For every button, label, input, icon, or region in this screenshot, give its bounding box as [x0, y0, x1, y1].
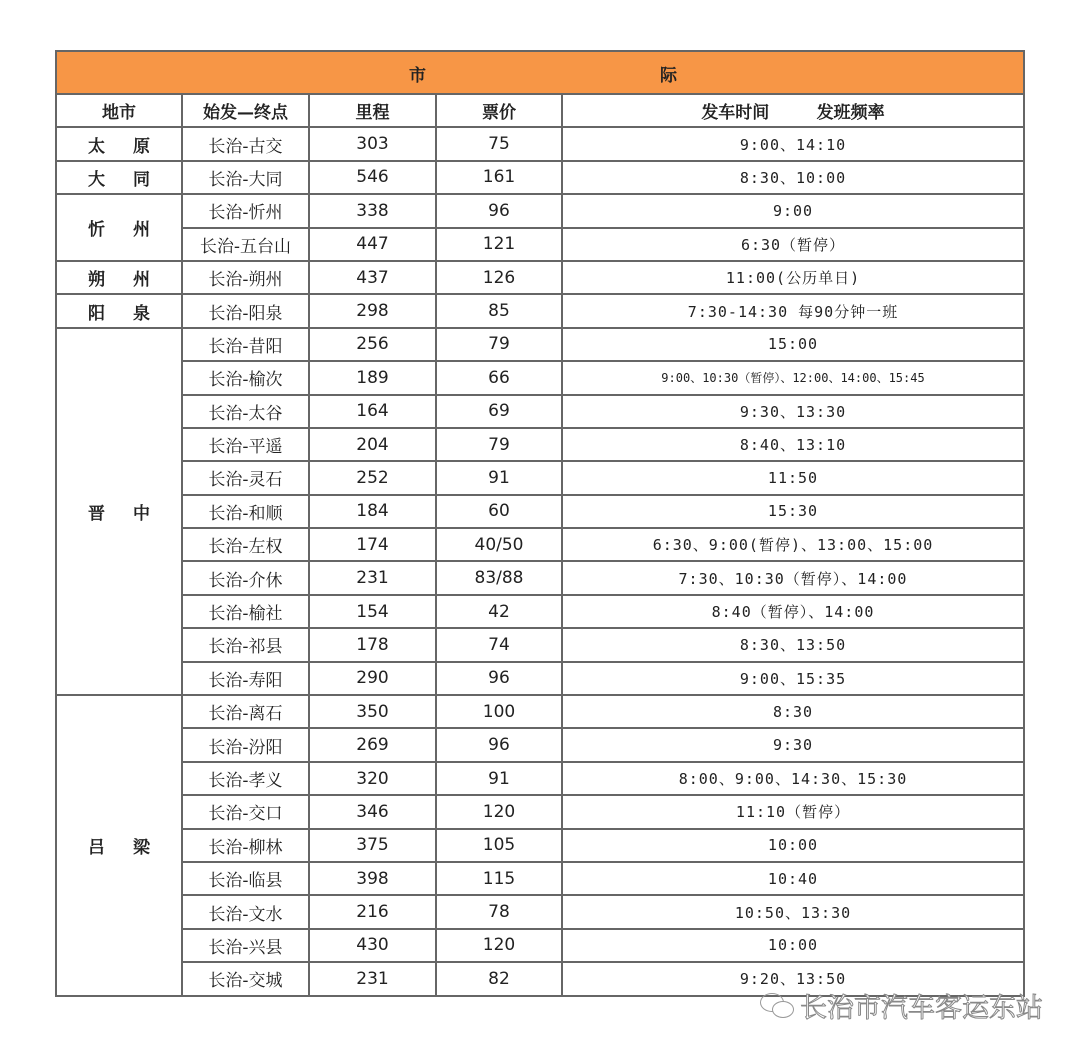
table-row	[56, 428, 1024, 461]
table-row	[56, 829, 1024, 862]
distance-cell: 290	[309, 662, 436, 695]
distance-cell: 398	[309, 862, 436, 895]
times-cell: 9:30	[562, 728, 1024, 761]
region-cell: 大同	[56, 161, 182, 194]
table-row	[56, 395, 1024, 428]
times-cell: 11:50	[562, 461, 1024, 494]
route-cell: 长治-左权	[182, 528, 309, 561]
times-cell: 9:20、13:50	[562, 962, 1024, 995]
route-cell: 长治-灵石	[182, 461, 309, 494]
route-cell: 长治-柳林	[182, 829, 309, 862]
fare-cell: 121	[436, 228, 562, 261]
fare-cell: 120	[436, 795, 562, 828]
distance-cell: 174	[309, 528, 436, 561]
times-cell: 10:50、13:30	[562, 895, 1024, 928]
fare-cell: 74	[436, 628, 562, 661]
table-row	[56, 495, 1024, 528]
distance-cell: 231	[309, 561, 436, 594]
route-cell: 长治-和顺	[182, 495, 309, 528]
times-cell: 8:00、9:00、14:30、15:30	[562, 762, 1024, 795]
watermark	[760, 986, 1043, 1025]
route-cell: 长治-榆社	[182, 595, 309, 628]
table-row	[56, 461, 1024, 494]
distance-cell: 350	[309, 695, 436, 728]
table-row	[56, 361, 1024, 394]
table-row	[56, 328, 1024, 361]
times-cell: 9:30、13:30	[562, 395, 1024, 428]
fare-cell: 69	[436, 395, 562, 428]
watermark-text: 长治市汽车客运东站	[800, 993, 1043, 1024]
fare-cell: 79	[436, 428, 562, 461]
fare-cell: 91	[436, 762, 562, 795]
fare-cell: 85	[436, 294, 562, 327]
table-row	[56, 695, 1024, 728]
fare-cell: 126	[436, 261, 562, 294]
fare-cell: 105	[436, 829, 562, 862]
fare-cell: 66	[436, 361, 562, 394]
fare-cell: 96	[436, 728, 562, 761]
route-cell: 长治-文水	[182, 895, 309, 928]
route-cell: 长治-阳泉	[182, 294, 309, 327]
distance-cell: 320	[309, 762, 436, 795]
times-cell: 7:30、10:30（暂停）、14:00	[562, 561, 1024, 594]
distance-cell: 252	[309, 461, 436, 494]
times-cell: 9:00、15:35	[562, 662, 1024, 695]
distance-cell: 298	[309, 294, 436, 327]
times-cell: 15:00	[562, 328, 1024, 361]
distance-cell: 184	[309, 495, 436, 528]
fare-cell: 60	[436, 495, 562, 528]
times-cell: 7:30-14:30 每90分钟一班	[562, 294, 1024, 327]
times-cell: 11:10（暂停）	[562, 795, 1024, 828]
table-row	[56, 561, 1024, 594]
times-cell: 6:30（暂停）	[562, 228, 1024, 261]
route-cell: 长治-介休	[182, 561, 309, 594]
times-cell: 8:40（暂停）、14:00	[562, 595, 1024, 628]
route-cell: 长治-太谷	[182, 395, 309, 428]
times-cell: 10:40	[562, 862, 1024, 895]
header-schedule: 发车时间 发班频率	[562, 94, 1024, 127]
table-row	[56, 929, 1024, 962]
fare-cell: 42	[436, 595, 562, 628]
fare-cell: 120	[436, 929, 562, 962]
fare-cell: 161	[436, 161, 562, 194]
table-row	[56, 127, 1024, 160]
table-row	[56, 294, 1024, 327]
times-cell: 15:30	[562, 495, 1024, 528]
table-row	[56, 895, 1024, 928]
fare-cell: 91	[436, 461, 562, 494]
header-row	[56, 94, 1024, 127]
distance-cell: 189	[309, 361, 436, 394]
table-row	[56, 528, 1024, 561]
route-cell: 长治-祁县	[182, 628, 309, 661]
distance-cell: 231	[309, 962, 436, 995]
table-row	[56, 261, 1024, 294]
route-cell: 长治-孝义	[182, 762, 309, 795]
times-cell: 9:00、14:10	[562, 127, 1024, 160]
intercity-schedule-table	[55, 50, 1025, 997]
route-cell: 长治-古交	[182, 127, 309, 160]
route-cell: 长治-平遥	[182, 428, 309, 461]
route-cell: 长治-汾阳	[182, 728, 309, 761]
times-cell: 10:00	[562, 829, 1024, 862]
distance-cell: 338	[309, 194, 436, 227]
times-cell: 9:00	[562, 194, 1024, 227]
title-right: 际	[660, 66, 677, 86]
fare-cell: 75	[436, 127, 562, 160]
route-cell: 长治-大同	[182, 161, 309, 194]
fare-cell: 115	[436, 862, 562, 895]
header-distance: 里程	[309, 94, 436, 127]
times-cell: 9:00、10:30（暂停）、12:00、14:00、15:45	[562, 361, 1024, 394]
table-row	[56, 595, 1024, 628]
distance-cell: 204	[309, 428, 436, 461]
distance-cell: 269	[309, 728, 436, 761]
times-cell: 6:30、9:00(暂停)、13:00、15:00	[562, 528, 1024, 561]
distance-cell: 178	[309, 628, 436, 661]
times-cell: 10:00	[562, 929, 1024, 962]
route-cell: 长治-榆次	[182, 361, 309, 394]
distance-cell: 546	[309, 161, 436, 194]
distance-cell: 430	[309, 929, 436, 962]
header-city: 地市	[56, 94, 182, 127]
region-cell: 朔州	[56, 261, 182, 294]
distance-cell: 437	[309, 261, 436, 294]
table-row	[56, 194, 1024, 227]
title-left: 市	[409, 66, 426, 86]
table-title-row	[56, 51, 1024, 94]
table-row	[56, 862, 1024, 895]
fare-cell: 96	[436, 662, 562, 695]
region-cell: 吕梁	[56, 695, 182, 996]
route-cell: 长治-忻州	[182, 194, 309, 227]
table-row	[56, 795, 1024, 828]
distance-cell: 375	[309, 829, 436, 862]
route-cell: 长治-离石	[182, 695, 309, 728]
wechat-icon	[760, 993, 794, 1019]
route-cell: 长治-朔州	[182, 261, 309, 294]
route-cell: 长治-交口	[182, 795, 309, 828]
route-cell: 长治-昔阳	[182, 328, 309, 361]
table-row	[56, 161, 1024, 194]
distance-cell: 256	[309, 328, 436, 361]
route-cell: 长治-交城	[182, 962, 309, 995]
route-cell: 长治-寿阳	[182, 662, 309, 695]
distance-cell: 154	[309, 595, 436, 628]
region-cell: 晋中	[56, 328, 182, 695]
fare-cell: 79	[436, 328, 562, 361]
fare-cell: 96	[436, 194, 562, 227]
distance-cell: 346	[309, 795, 436, 828]
fare-cell: 83/88	[436, 561, 562, 594]
table-row	[56, 628, 1024, 661]
route-cell: 长治-临县	[182, 862, 309, 895]
distance-cell: 216	[309, 895, 436, 928]
distance-cell: 164	[309, 395, 436, 428]
route-cell: 长治-五台山	[182, 228, 309, 261]
distance-cell: 447	[309, 228, 436, 261]
table-row	[56, 728, 1024, 761]
region-cell: 太原	[56, 127, 182, 160]
fare-cell: 100	[436, 695, 562, 728]
region-cell: 忻州	[56, 194, 182, 261]
times-cell: 11:00(公历单日)	[562, 261, 1024, 294]
times-cell: 8:40、13:10	[562, 428, 1024, 461]
route-cell: 长治-兴县	[182, 929, 309, 962]
fare-cell: 78	[436, 895, 562, 928]
distance-cell: 303	[309, 127, 436, 160]
times-cell: 8:30	[562, 695, 1024, 728]
header-fare: 票价	[436, 94, 562, 127]
fare-cell: 82	[436, 962, 562, 995]
times-cell: 8:30、13:50	[562, 628, 1024, 661]
header-route: 始发—终点	[182, 94, 309, 127]
table-row	[56, 228, 1024, 261]
fare-cell: 40/50	[436, 528, 562, 561]
times-cell: 8:30、10:00	[562, 161, 1024, 194]
table-row	[56, 762, 1024, 795]
region-cell: 阳泉	[56, 294, 182, 327]
table-row	[56, 662, 1024, 695]
